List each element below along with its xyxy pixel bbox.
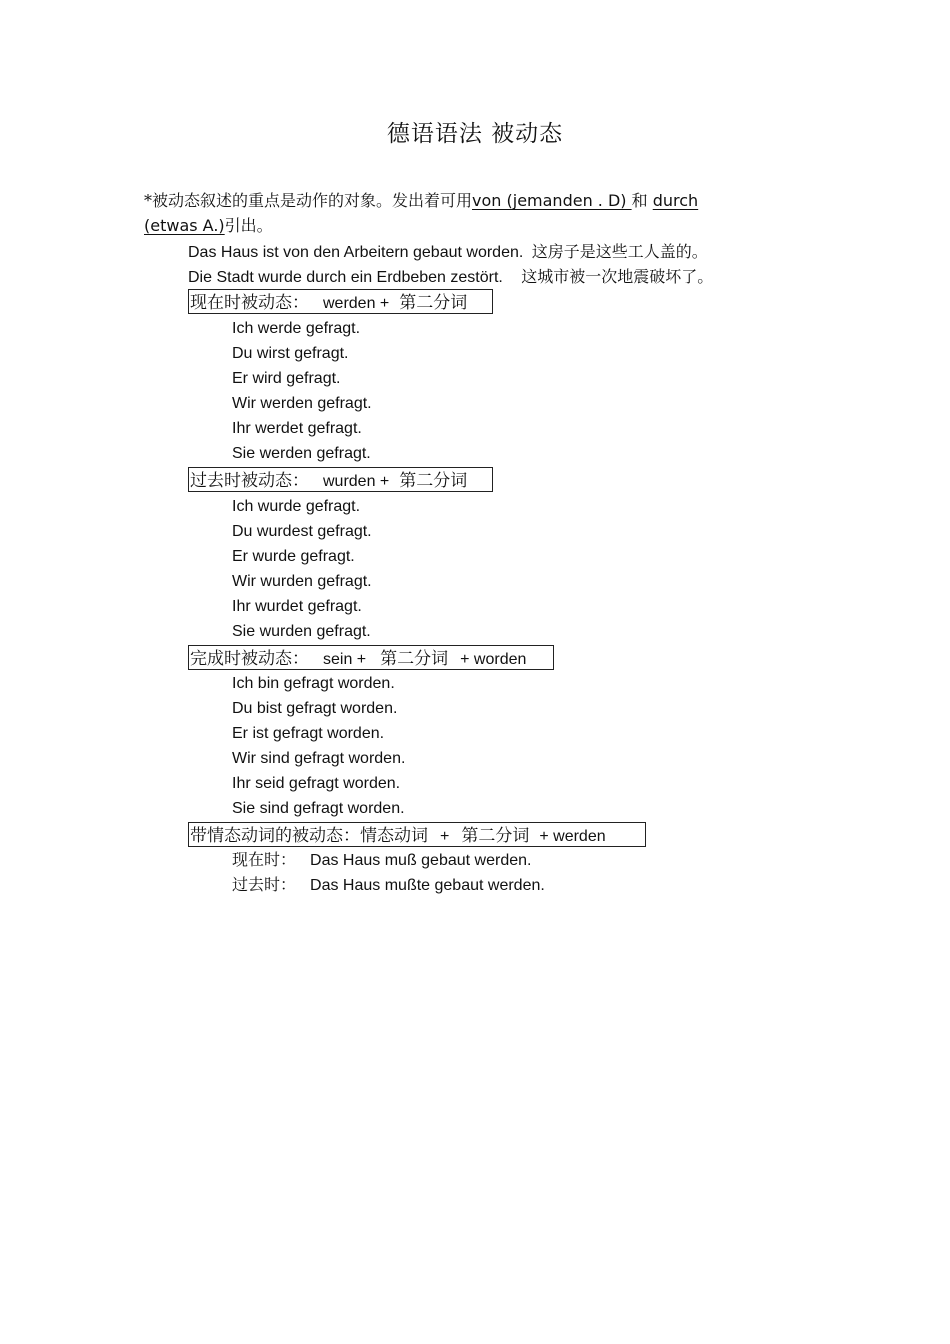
section-header-suffix: + werden: [539, 828, 606, 845]
section-header-participle: 第二分词: [461, 826, 530, 846]
section-header-perfect-passive: [188, 645, 554, 670]
conjugation-line: Ihr seid gefragt worden.: [232, 775, 401, 792]
section-header-present-passive: [188, 289, 493, 314]
conjugation-line: Du wirst gefragt.: [232, 345, 349, 362]
modal-example-row: [232, 872, 545, 898]
conjugation-line: Er ist gefragt worden.: [232, 725, 385, 742]
conjugation-line: Ihr werdet gefragt.: [232, 420, 362, 437]
intro-text-before: *被动态叙述的重点是动作的对象。发出着可用: [144, 191, 473, 210]
modal-example-row: [232, 847, 531, 873]
conjugation-line: Sie sind gefragt worden.: [232, 800, 405, 817]
agent-von-phrase: von (jemanden . D): [472, 191, 632, 210]
conjugation-line: Ich bin gefragt worden.: [232, 675, 395, 692]
section-header-formula: wurden +: [323, 473, 390, 490]
conjugation-line: Er wurde gefragt.: [232, 548, 355, 565]
agent-durch-phrase-1: durch: [652, 191, 699, 210]
page-title: 德语语法 被动态: [386, 121, 564, 147]
section-header-label: 过去时被动态：: [190, 471, 309, 491]
conjugation-line: Wir sind gefragt worden.: [232, 750, 406, 767]
intro-text-after: 引出。: [224, 216, 273, 235]
conjugation-line: Du wurdest gefragt.: [232, 523, 372, 540]
section-header-label: 带情态动词的被动态：情态动词: [190, 826, 428, 846]
conjugation-line: Er wird gefragt.: [232, 370, 341, 387]
section-header-label: 现在时被动态：: [190, 293, 309, 313]
intro-paragraph: [144, 188, 784, 238]
section-header-plus: +: [440, 828, 450, 845]
section-header-suffix: + worden: [460, 651, 527, 668]
example-sentence: [188, 264, 713, 290]
conjugation-line: Ich werde gefragt.: [232, 320, 361, 337]
conjugation-line: Wir werden gefragt.: [232, 395, 372, 412]
example-german: Die Stadt wurde durch ein Erdbeben zestört.: [188, 269, 503, 286]
tense-label: 过去时：: [232, 875, 297, 894]
conjugation-line: Du bist gefragt worden.: [232, 700, 398, 717]
section-header-formula: sein +: [323, 651, 367, 668]
intro-and: 和: [631, 191, 648, 210]
agent-durch-phrase-2: (etwas A.): [144, 216, 225, 235]
example-chinese: 这房子是这些工人盖的。: [531, 242, 708, 261]
example-sentence: [188, 239, 708, 265]
conjugation-line: Wir wurden gefragt.: [232, 573, 372, 590]
conjugation-line: Sie wurden gefragt.: [232, 623, 371, 640]
section-header-participle: 第二分词: [380, 649, 449, 669]
section-header-past-passive: [188, 467, 493, 492]
section-header-formula: werden +: [323, 295, 390, 312]
section-header-modal-passive: [188, 822, 646, 847]
tense-label: 现在时：: [232, 850, 297, 869]
section-header-participle: 第二分词: [399, 293, 468, 313]
example-german: Das Haus ist von den Arbeitern gebaut worden.: [188, 244, 524, 261]
modal-example-text: Das Haus mußte gebaut werden.: [310, 877, 545, 894]
section-header-participle: 第二分词: [399, 471, 468, 491]
conjugation-line: Ihr wurdet gefragt.: [232, 598, 362, 615]
conjugation-line: Sie werden gefragt.: [232, 445, 371, 462]
modal-example-text: Das Haus muß gebaut werden.: [310, 852, 532, 869]
example-chinese: 这城市被一次地震破坏了。: [521, 267, 714, 286]
section-header-label: 完成时被动态：: [190, 649, 309, 669]
conjugation-line: Ich wurde gefragt.: [232, 498, 361, 515]
